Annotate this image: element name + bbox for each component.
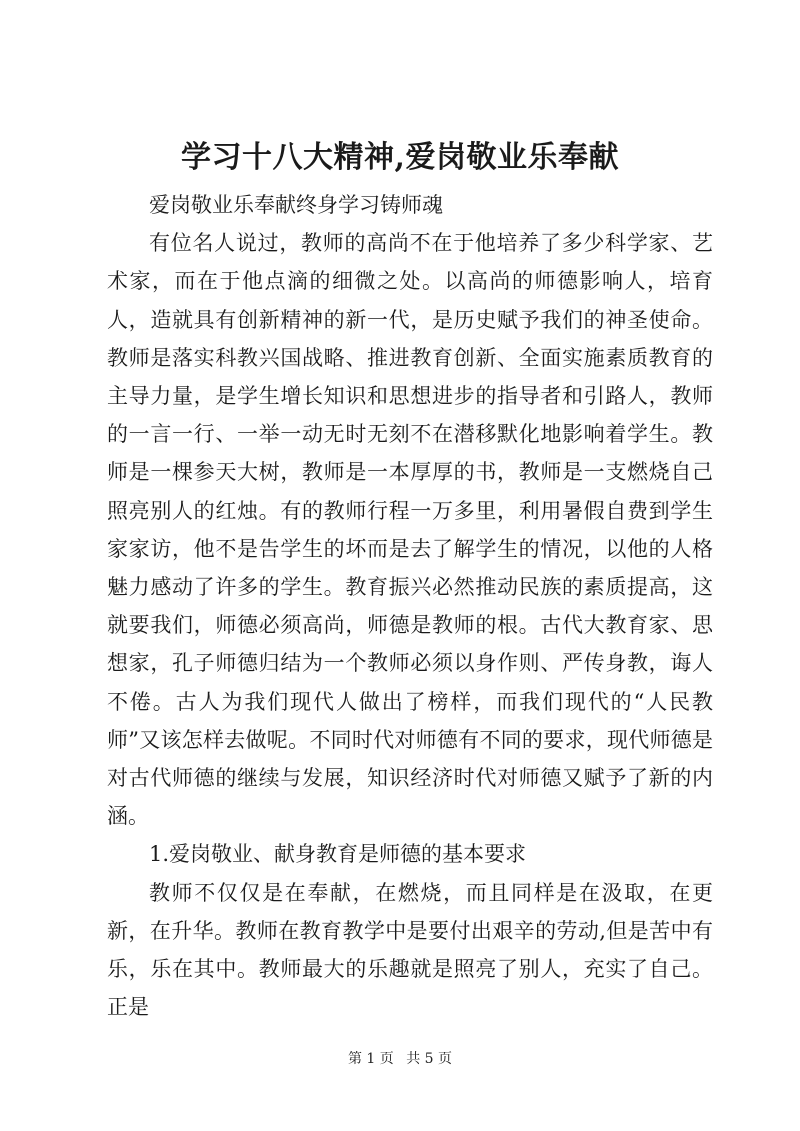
- paragraph: 有位名人说过，教师的高尚不在于他培养了多少科学家、艺术家，而在于他点滴的细微之处。以高尚的师德影响人，培育人，造就具有创新精神的新一代，是历史赋予我们的神圣使命。教师是落实科教兴国战略、推进教育创新、全面实施素质教育的主导力量，是学生增长知识和思想进步的指导者和引路人，教师的一言一行、一举一动无时无刻不在潜移默化地影响着学生。教师是一棵参天大树，教师是一本厚厚的书，教师是一支燃烧自己照亮别人的红烛。有的教师行程一万多里，利用暑假自费到学生家家访，他不是告学生的坏而是去了解学生的情况，以他的人格魅力感动了许多的学生。教育振兴必然推动民族的素质提高，这就要我们，师德必须高尚，师德是教师的根。古代大教育家、思想家，孔子师德归结为一个教师必须以身作则、严传身教，诲人不倦。古人为我们现代人做出了榜样，而我们现代的“人民教师”又该怎样去做呢。不同时代对师德有不同的要求，现代师德是对古代师德的继续与发展，知识经济时代对师德又赋予了新的内涵。: [107, 231, 713, 829]
- document-subtitle: 爱岗敬业乐奉献终身学习铸师魂: [149, 193, 443, 217]
- page-number: 第 1 页: [347, 1051, 394, 1067]
- document-title: 学习十八大精神,爱岗敬业乐奉献: [181, 140, 619, 175]
- page-total: 共 5 页: [406, 1051, 453, 1067]
- document-body: [107, 186, 713, 1026]
- section-heading: 1.爱岗敬业、献身教育是师德的基本要求: [149, 842, 527, 867]
- page-footer: [0, 1049, 800, 1069]
- paragraph: 教师不仅仅是在奉献，在燃烧，而且同样是在汲取，在更新，在升华。教师在教育教学中是要付出艰辛的劳动,但是苦中有乐，乐在其中。教师最大的乐趣就是照亮了别人，充实了自己。正是: [107, 880, 713, 1020]
